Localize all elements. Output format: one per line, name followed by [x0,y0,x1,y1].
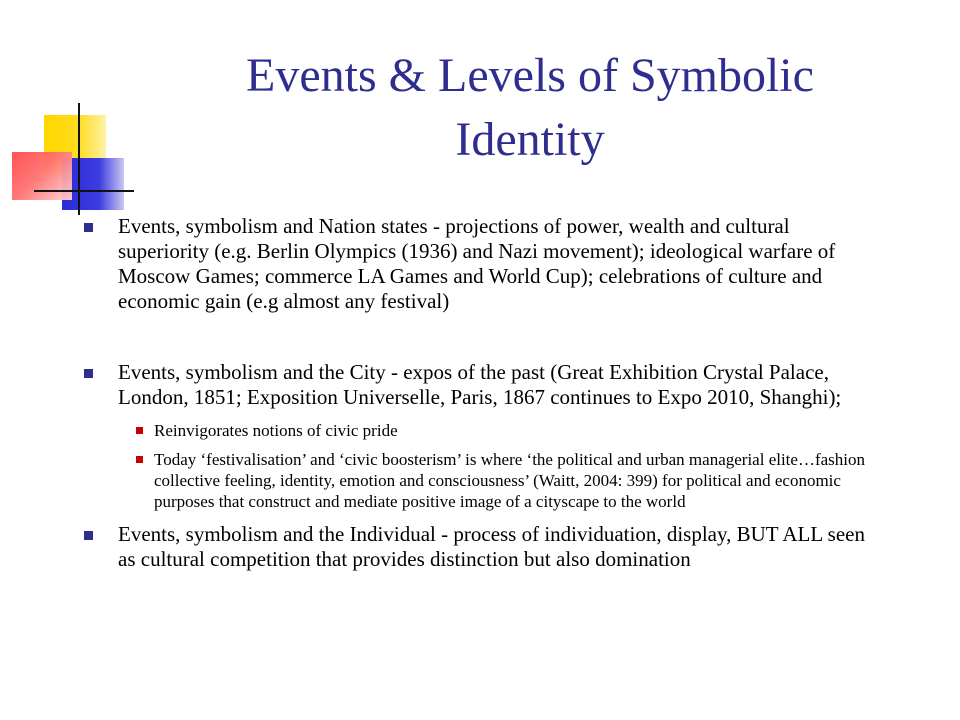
title-line-1: Events & Levels of Symbolic [246,49,814,102]
sub-bullet-text: Reinvigorates notions of civic pride [154,421,398,440]
sub-bullet-marker-icon [136,427,143,434]
sub-bullet-marker-icon [136,456,143,463]
deco-horizontal-line [34,190,134,192]
bullet-item [84,214,884,314]
sub-bullet-item [84,420,884,441]
title-line-2: Identity [455,113,605,166]
deco-red-square [12,152,72,200]
bullet-marker-icon [84,369,93,378]
bullet-item [84,360,884,410]
sub-bullet-item [84,449,884,512]
decorative-logo [0,0,140,220]
sub-bullet-text: Today ‘festivalisation’ and ‘civic boosterism’ is where ‘the political and urban managerial elite…fashion collective feeling, identity, emotion and consciousness’ (Waitt, 2004: 399) for political and economic purposes that construct and mediate positive image of a cityscape to the world [154,450,865,511]
bullet-marker-icon [84,223,93,232]
slide-content [84,214,884,572]
bullet-item [84,522,884,572]
bullet-marker-icon [84,531,93,540]
slide-title [160,44,900,172]
bullet-text: Events, symbolism and the City - expos of the past (Great Exhibition Crystal Palace, London, 1851; Exposition Universelle, Paris, 1867 continues to Expo 2010, Shanghi); [118,360,842,409]
deco-vertical-line [78,103,80,215]
bullet-text: Events, symbolism and Nation states - projections of power, wealth and cultural superiority (e.g. Berlin Olympics (1936) and Nazi movement); ideological warfare of Moscow Games; commerce LA Games and World Cup); celebrations of culture and economic gain (e.g almost any festival) [118,214,836,313]
bullet-text: Events, symbolism and the Individual - process of individuation, display, BUT ALL seen as cultural competition that provides distinction but also domination [118,522,865,571]
